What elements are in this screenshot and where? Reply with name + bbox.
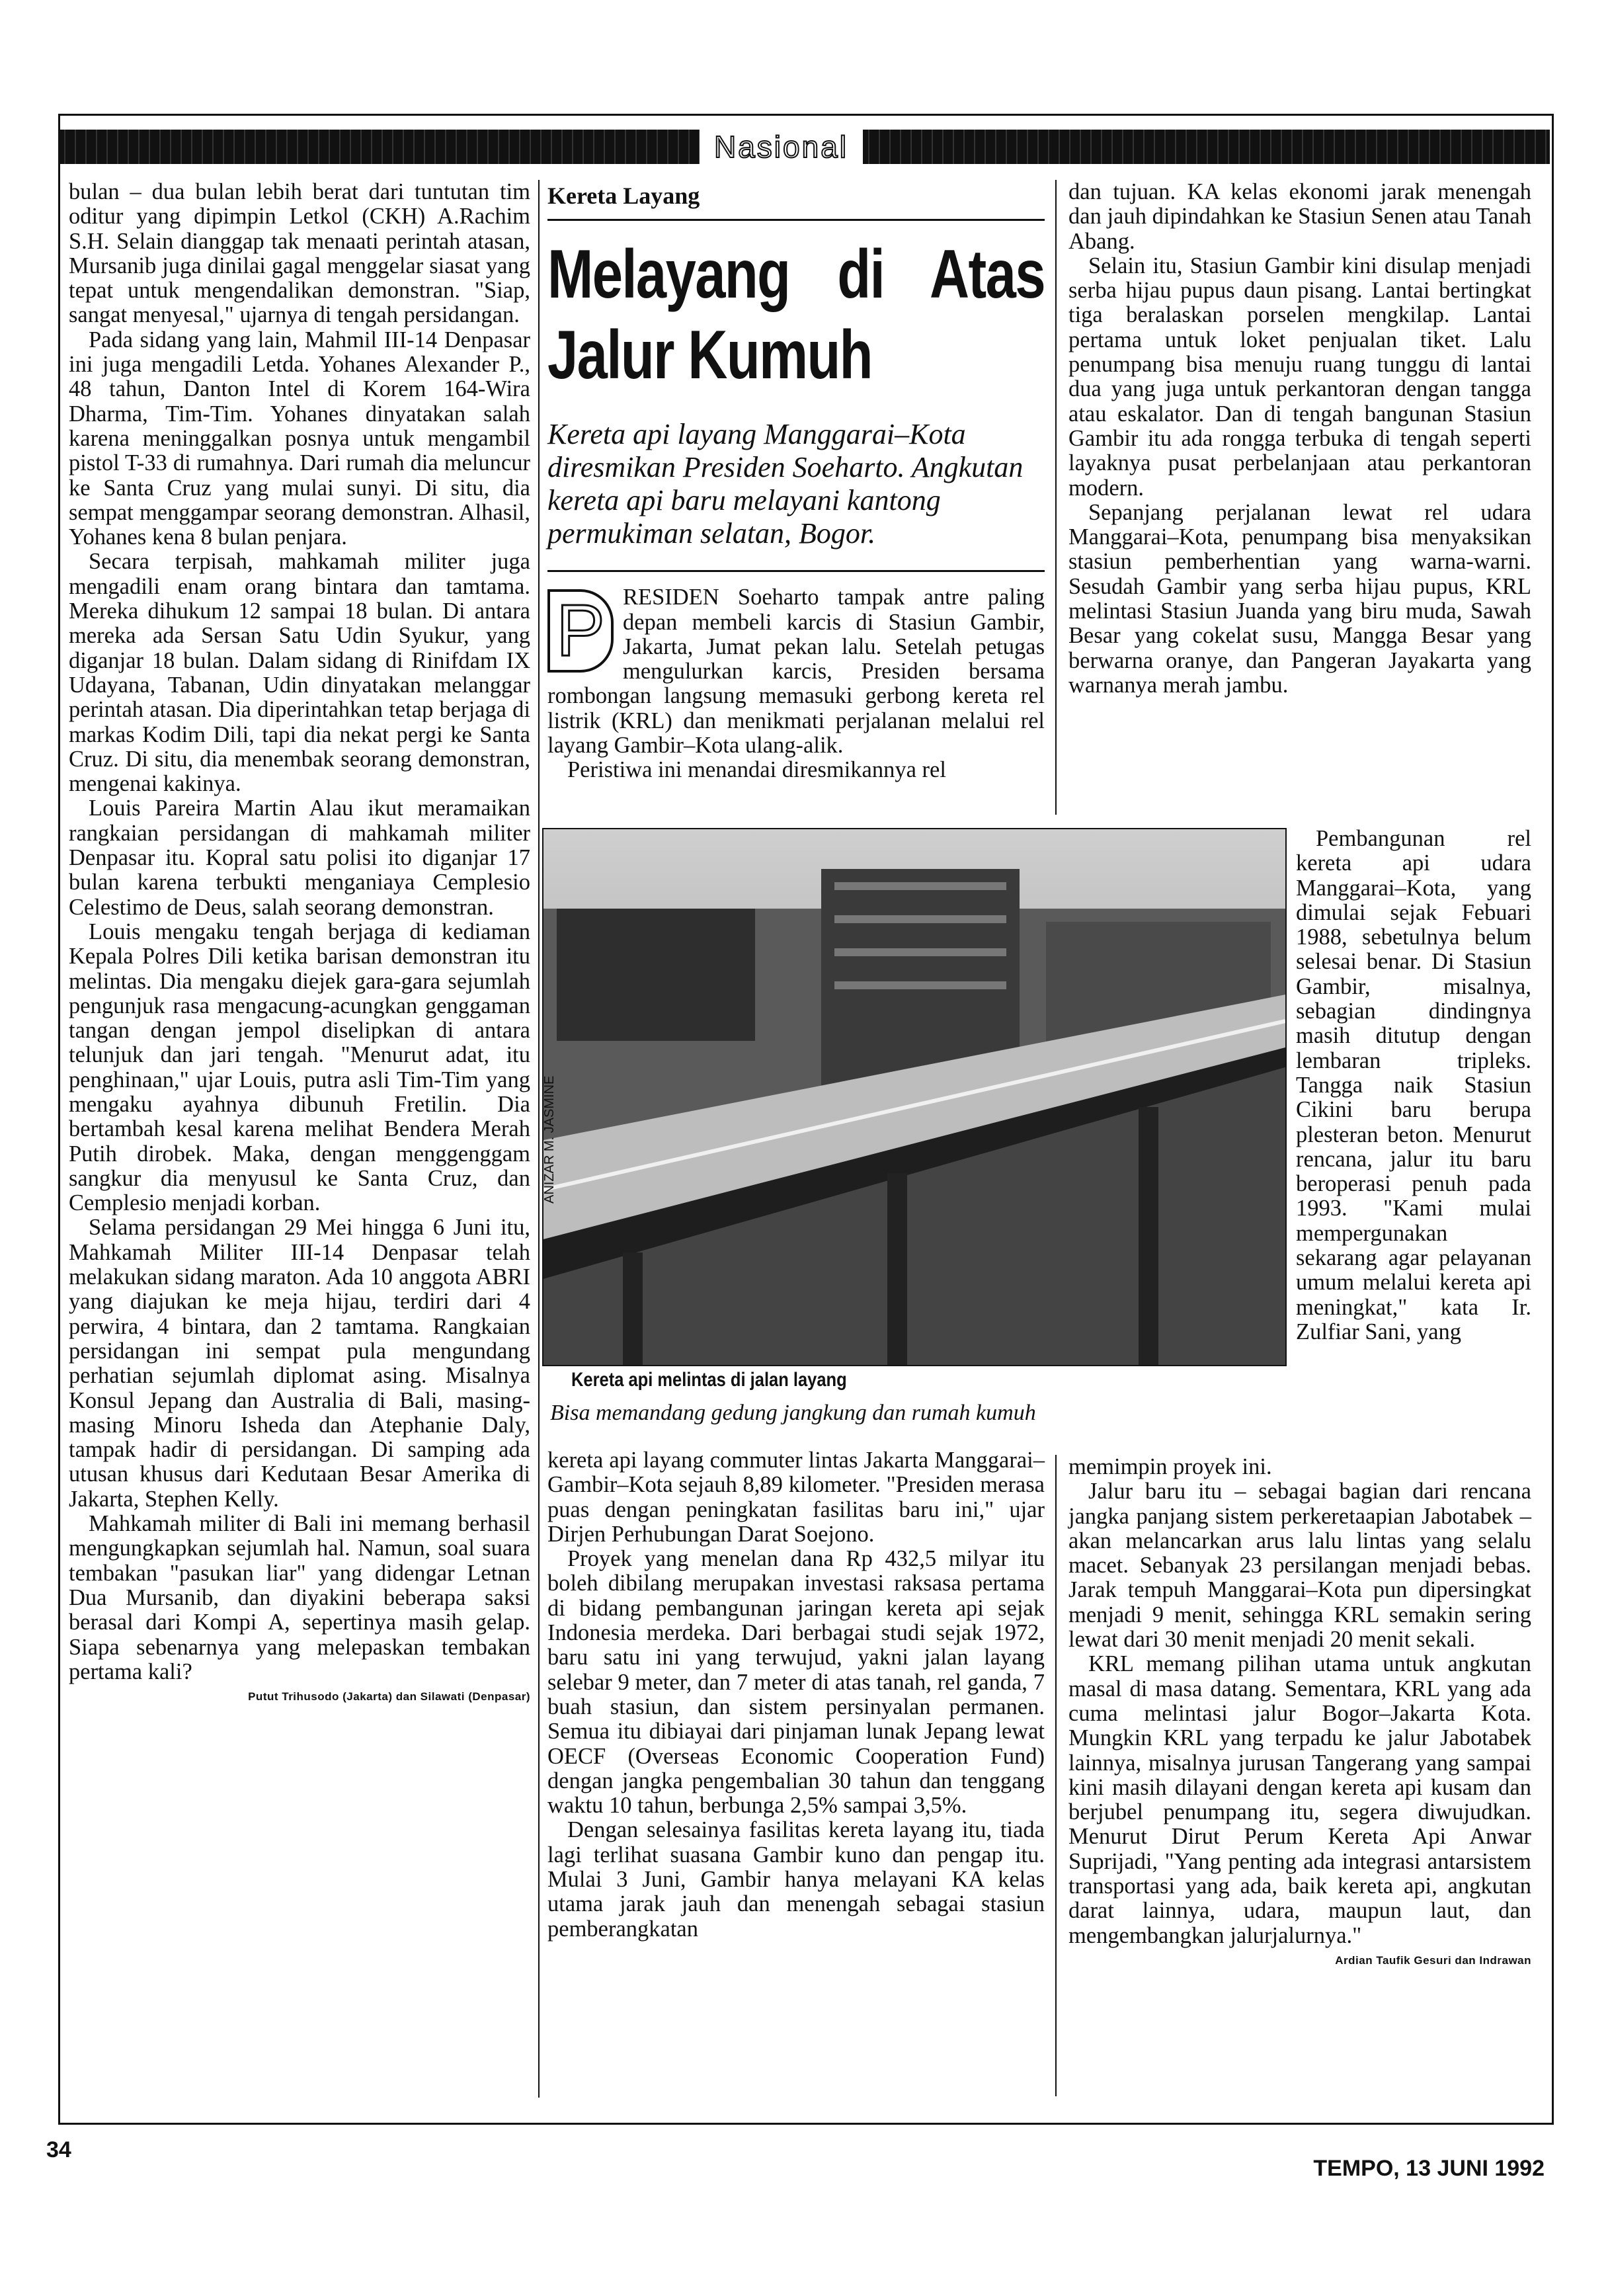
paragraph: Selain itu, Stasiun Gambir kini disulap menjadi serba hijau pupus daun pisang. Lantai bertingkat tiga beralaskan porselen mengkilap. Lantai pertama untuk loket penjualan tiket. Lalu penumpang bisa menuju ruang tunggu di lantai dua yang juga untuk perkantoran dengan tangga atau eskalator. Dan di tengah bangunan Stasiun Gambir itu ada rongga terbuka di tengah seperti layaknya pusat perbelanjaan atau perkantoran modern.	[1068, 253, 1531, 501]
page-number: 34	[46, 2137, 71, 2162]
paragraph: Proyek yang menelan dana Rp 432,5 milyar itu boleh dibilang merupakan investasi raksasa pertama di bidang pembangunan jaringan kereta api sejak Indonesia merdeka. Dari berbagai studi sejak 1972, baru satu ini yang terwujud, yakni jalan layang selebar 9 meter, dan 7 meter di atas tanah, rel ganda, 7 buah stasiun, dan sistem persinyalan permanen. Semua itu dibiayai dari pinjaman lunak Jepang lewat OECF (Overseas Economic Cooperation Fund) dengan jangka pengembalian 30 tahun dan tenggang waktu 10 tahun, berbunga 2,5% sampai 3,5%.	[547, 1546, 1045, 1819]
paragraph: kereta api layang commuter lintas Jakarta Manggarai–Gambir–Kota sejauh 8,89 kilometer. "Presiden merasa puas dengan peningkatan fasilitas baru ini," ujar Dirjen Perhubungan Darat Soejono.	[547, 1448, 1045, 1547]
column-rule	[1055, 1455, 1057, 2096]
paragraph: Pada sidang yang lain, Mahmil III-14 Denpasar ini juga mengadili Letda. Yohanes Alexander P., 48 tahun, Danton Intel di Korem 164-Wira Dharma, Tim-Tim. Yohanes dinyatakan salah karena meninggalkan posnya untuk mengambil pistol T-33 di rumahnya. Dari rumah dia meluncur ke Santa Cruz yang mulai sunyi. Di situ, dia sempat menggampar seorang demonstran. Alhasil, Yohanes kena 8 bulan penjara.	[69, 327, 530, 550]
column-3-narrow	[1296, 827, 1531, 1344]
drop-cap: P	[547, 589, 614, 673]
deck-rule	[547, 570, 1045, 572]
photo-caption-title: Kereta api melintas di jalan layang	[571, 1369, 847, 1391]
paragraph: Louis mengaku tengah berjaga di kediaman Kepala Polres Dili ketika barisan demonstran itu melintas. Dia mengaku diejek gara-gara sejumlah pengunjuk rasa mengacung-acungkan genggaman tangan dengan jempol diselipkan di antara telunjuk dan jari tengah. "Menurut adat, itu penghinaan," ujar Louis, putra asli Tim-Tim yang mengaku ayahnya dibunuh Fretilin. Dia bertambah kesal karena melihat Bendera Merah Putih dirobek. Maka, dengan menggenggam sangkur dia menyusul ke Santa Cruz, dan Cemplesio menjadi korban.	[69, 919, 530, 1216]
article-headline: Melayang di Atas Jalur Kumuh	[547, 236, 1045, 394]
paragraph: KRL memang pilihan utama untuk angkutan masal di masa datang. Sementara, KRL yang ada cuma melintasi jalur Bogor–Jakarta Kota. Mungkin KRL yang terpadu ke jalur Jabotabek lainnya, misalnya jurusan Tangerang yang sampai kini masih dilayani dengan kereta api kusam dan berjubel penumpang itu, segera diwujudkan. Menurut Dirut Perum Kereta Api Anwar Suprijadi, "Yang penting ada integrasi antarsistem transportasi yang ada, baik kereta api, angkutan darat lainnya, udara, maupun laut, dan mengembangkan jalurjalurnya."	[1068, 1651, 1531, 1948]
paragraph: Dengan selesainya fasilitas kereta layang itu, tiada lagi terlihat suasana Gambir kuno dan pengap itu. Mulai 3 Juni, Gambir hanya melayani KA kelas utama jarak jauh dan menengah sebagai stasiun pemberangkatan	[547, 1817, 1045, 1942]
column-2	[547, 180, 1045, 783]
author-signature: Putut Trihusodo (Jakarta) dan Silawati (Denpasar)	[248, 1690, 530, 1703]
paragraph: dan tujuan. KA kelas ekonomi jarak menengah dan jauh dipindahkan ke Stasiun Senen atau Tanah Abang.	[1068, 179, 1531, 254]
elevated-railway-illustration	[543, 829, 1285, 1365]
kicker-rule	[547, 219, 1045, 221]
paragraph: Selama persidangan 29 Mei hingga 6 Juni itu, Mahkamah Militer III-14 Denpasar telah melakukan sidang maraton. Ada 10 anggota ABRI yang diajukan ke meja hijau, terdiri dari 4 perwira, 4 bintara, dan 2 tamtama. Rangkaian persidangan ini sempat pula mengundang perhatian sejumlah diplomat asing. Misalnya Konsul Jepang dan Australia di Bali, masing-masing Minoru Isheda dan Atephanie Daly, tampak hadir di persidangan. Di samping ada utusan khusus dari Kedutaan Besar Amerika di Jakarta, Stephen Kelly.	[69, 1215, 530, 1512]
column-3	[1068, 180, 1531, 698]
column-3-bottom	[1068, 1455, 1531, 1973]
photo-credit: ANIZAR M. JASMINE	[542, 1075, 557, 1204]
paragraph: memimpin proyek ini.	[1068, 1454, 1272, 1479]
section-label: Nasional	[700, 127, 863, 167]
paragraph: Peristiwa ini menandai diresmikannya rel	[567, 757, 946, 783]
column-rule	[1055, 180, 1057, 815]
article-kicker: Kereta Layang	[547, 183, 700, 209]
author-signature: Ardian Taufik Gesuri dan Indrawan	[1335, 1953, 1531, 1967]
column-2-bottom	[547, 1448, 1045, 1942]
lead-paragraph	[547, 585, 1045, 758]
paragraph: Jalur baru itu – sebagai bagian dari rencana jangka panjang sistem perkeretaapian Jabotabek – akan melancarkan arus lalu lintas yang selalu macet. Sebanyak 23 persilangan menjadi bebas. Jarak tempuh Manggarai–Kota pun dipersingkat menjadi 9 menit, sehingga KRL semakin sering lewat dari 30 menit menjadi 20 menit sekali.	[1068, 1479, 1531, 1653]
paragraph: Mahkamah militer di Bali ini memang berhasil mengungkapkan sejumlah hal. Namun, soal suara tembakan "pasukan liar" yang didengar Letnan Dua Mursanib, dan diyakini beberapa saksi berasal dari Kompi A, sepertinya masih gelap. Siapa sebenarnya yang melepaskan tembakan pertama kali?	[69, 1511, 530, 1684]
lead-text: RESIDEN Soeharto tampak antre paling depan membeli karcis di Stasiun Gambir, Jakarta, Jumat pekan lalu. Setelah petugas mengulurkan karcis, Presiden bersama rombongan langsung memasuki gerbong kereta rel listrik (KRL) dan menikmati perjalanan melalui rel layang Gambir–Kota ulang-alik.	[547, 585, 1045, 758]
paragraph: bulan – dua bulan lebih berat dari tuntutan tim oditur yang dipimpin Letkol (CKH) A.Rachim S.H. Selain dianggap tak menaati perintah atasan, Mursanib juga dinilai gagal menggelar siasat yang tepat untuk mengendalikan demonstran. "Siap, sangat menyesal," ujarnya di tengah persidangan.	[69, 179, 530, 328]
paragraph: Pembangunan rel kereta api udara Manggarai–Kota, yang dimulai sejak Febuari 1988, sebetulnya belum selesai benar. Di Stasiun Gambir, misalnya, sebagian dindingnya masih ditutup dengan lembaran tripleks. Tangga naik Stasiun Cikini baru berupa plesteran beton. Menurut rencana, jalur itu baru beroperasi penuh pada 1993. "Kami mulai mempergunakan sekarang agar pelayanan umum melalui kereta api meningkat," kata Ir. Zulfiar Sani, yang	[1296, 826, 1531, 1344]
train-photo	[542, 828, 1287, 1366]
article-deck: Kereta api layang Manggarai–Kota diresmikan Presiden Soeharto. Angkutan kereta api baru melayani kantong permukiman selatan, Bogor.	[547, 418, 1024, 550]
publication-date: TEMPO, 13 JUNI 1992	[1313, 2156, 1545, 2181]
column-rule	[538, 180, 540, 2098]
photo-caption-subtitle: Bisa memandang gedung jangkung dan rumah kumuh	[550, 1401, 1036, 1425]
paragraph: Sepanjang perjalanan lewat rel udara Manggarai–Kota, penumpang bisa menyaksikan stasiun pemberhentian yang warna-warni. Sesudah Gambir yang serba hijau pupus, KRL melintasi Stasiun Juanda yang biru muda, Sawah Besar yang cokelat susu, Mangga Besar yang berwarna oranye, dan Pangeran Jayakarta yang warnanya merah jambu.	[1068, 499, 1531, 698]
column-1	[69, 180, 530, 1709]
paragraph: Louis Pareira Martin Alau ikut meramaikan rangkaian persidangan di mahkamah militer Denpasar itu. Kopral satu polisi ito diganjar 17 bulan karena terbukti menganiaya Cemplesio Celestimo de Deus, salah seorang demonstran.	[69, 796, 530, 920]
paragraph: Secara terpisah, mahkamah militer juga mengadili enam orang bintara dan tamtama. Mereka dihukum 12 sampai 18 bulan. Di antara mereka ada Sersan Satu Udin Syukur, yang diganjar 18 bulan. Dalam sidang di Rinifdam IX Udayana, Tabanan, Udin dinyatakan melanggar perintah atasan. Dia diperintahkan tetap berjaga di markas Kodim Dili, tapi dia nekat pergi ke Santa Cruz. Di situ, dia menembak seorang demonstran, mengenai kakinya.	[69, 549, 530, 797]
